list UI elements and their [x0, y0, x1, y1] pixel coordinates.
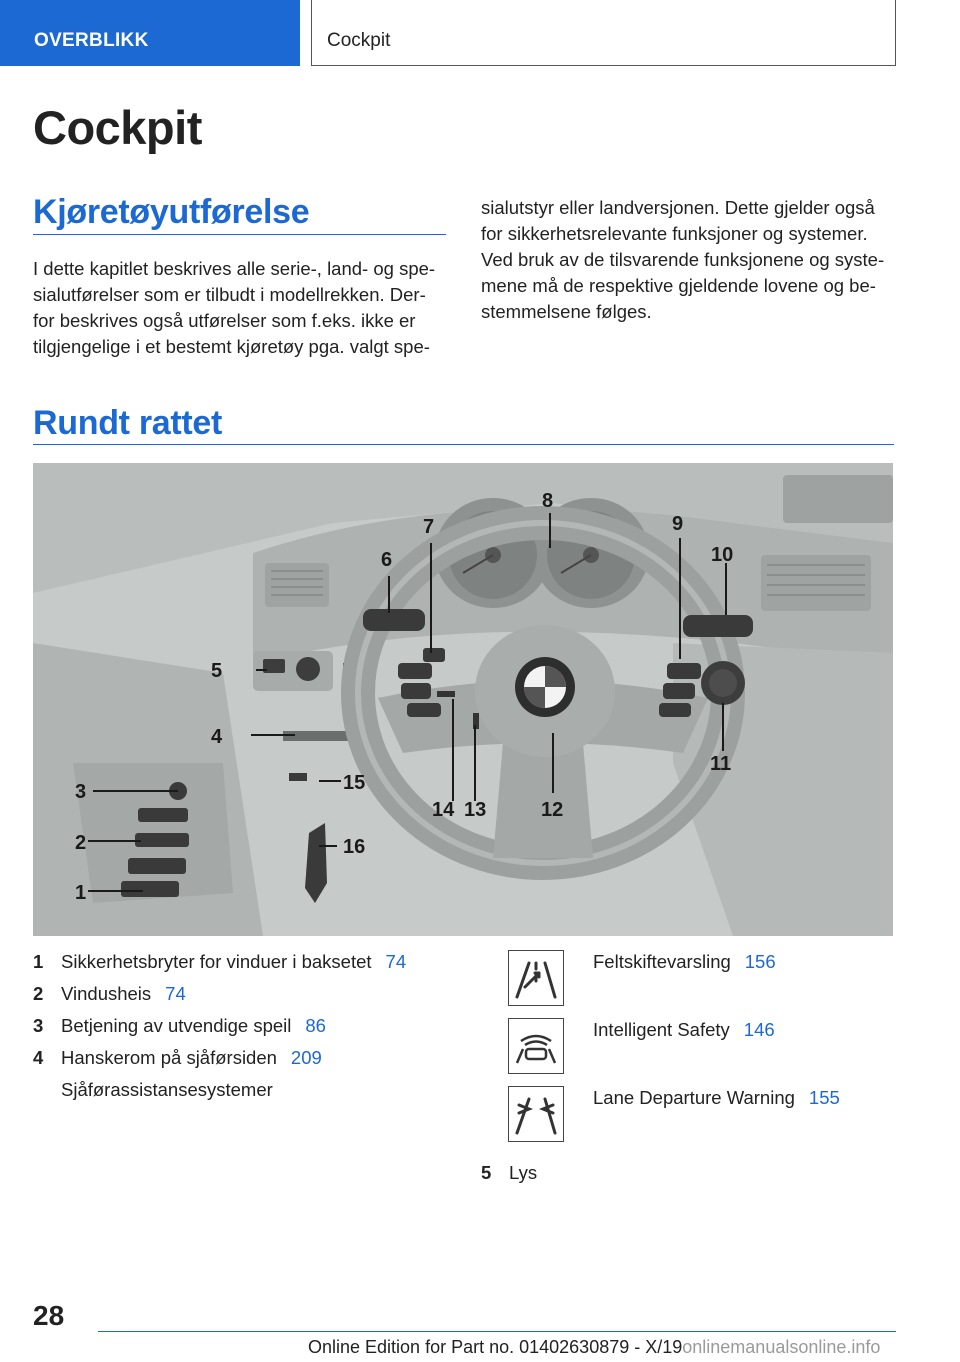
list-item [33, 983, 186, 1005]
list-item [33, 1079, 273, 1101]
list-item [593, 1019, 775, 1041]
page-ref-link[interactable]: 156 [744, 951, 776, 972]
item-text: Betjening av utvendige speil [61, 1015, 292, 1036]
list-item [33, 1047, 322, 1069]
text-line: stemmelsene følges. [481, 301, 652, 322]
page-ref-link[interactable]: 74 [385, 951, 407, 972]
page-ref-link[interactable]: 146 [743, 1019, 775, 1040]
text-line: for sikkerhetsrelevante funksjoner og systemer. [481, 223, 868, 244]
text-line: mene må de respektive gjeldende lovene og be- [481, 275, 876, 296]
text-line: Ved bruk av de tilsvarende funksjonene og syste- [481, 249, 885, 270]
item-text: Sikkerhetsbryter for vinduer i baksetet [61, 951, 372, 972]
callout-12: 12 [541, 799, 564, 821]
callout-13: 13 [464, 799, 487, 821]
callout-5: 5 [211, 660, 223, 682]
legend-right [593, 951, 893, 1181]
callout-1: 1 [75, 882, 87, 904]
page-ref-link[interactable]: 155 [808, 1087, 840, 1108]
callout-14: 14 [432, 799, 455, 821]
callout-6: 6 [381, 549, 393, 571]
item-number: 3 [33, 1015, 44, 1036]
legend-item-5 [481, 1162, 681, 1192]
page-ref-link[interactable]: 74 [165, 983, 186, 1004]
callout-2: 2 [75, 832, 87, 854]
list-item [593, 1087, 840, 1109]
lane-departure-warning-icon [508, 1086, 564, 1142]
callout-7: 7 [423, 516, 435, 538]
section-heading-around-wheel: Rundt rattet [33, 404, 223, 442]
item-text: Intelligent Safety [593, 1019, 730, 1040]
edition-text: Online Edition for Part no. 01402630879 - X/19 [308, 1337, 683, 1357]
page-title: Cockpit [33, 101, 202, 154]
item-text: Vindusheis [61, 983, 152, 1004]
page-number: 28 [33, 1300, 65, 1331]
list-item [33, 951, 406, 973]
lane-change-warning-icon [508, 950, 564, 1006]
text-line: I dette kapitlet beskrives alle serie-, land- og spe- [33, 258, 436, 279]
item-text: Sjåførassistansesystemer [61, 1079, 273, 1100]
callout-3: 3 [75, 781, 87, 803]
text-line: for beskrives også utførelser som f.eks. ikke er [33, 310, 416, 331]
callout-16: 16 [343, 836, 366, 858]
list-item [33, 1015, 326, 1037]
footer-edition [308, 1337, 880, 1358]
item-number: 4 [33, 1047, 44, 1068]
list-item [481, 1162, 537, 1184]
page-ref-link[interactable]: 209 [290, 1047, 322, 1068]
text-line: sialutstyr eller landversjonen. Dette gjelder også [481, 197, 875, 218]
legend-left [33, 951, 473, 1111]
item-text: Hanskerom på sjåførsiden [61, 1047, 277, 1068]
item-number: 2 [33, 983, 44, 1004]
callout-15: 15 [343, 772, 366, 794]
callout-4: 4 [211, 726, 223, 748]
page-ref-link[interactable]: 86 [305, 1015, 326, 1036]
item-text: Lane Departure Warning [593, 1087, 795, 1108]
callout-9: 9 [672, 513, 684, 535]
item-number: 5 [481, 1162, 492, 1183]
item-number: 1 [33, 951, 44, 972]
text-line: tilgjengelige i et bestemt kjøretøy pga. valgt spe- [33, 336, 430, 357]
page-header [0, 0, 960, 66]
chapter-tab[interactable]: Cockpit [311, 0, 896, 66]
section-rule [33, 234, 446, 235]
section-heading-vehicle-version: Kjøretøyutførelse [33, 193, 310, 231]
callout-11: 11 [710, 753, 732, 775]
intro-paragraph-col2 [481, 195, 901, 325]
cockpit-illustration [33, 463, 893, 936]
footer-rule [98, 1331, 896, 1332]
intelligent-safety-icon [508, 1018, 564, 1074]
section-rule [33, 444, 894, 445]
section-tab[interactable]: OVERBLIKK [0, 0, 300, 66]
footer-site[interactable]: onlinemanualsonline.info [682, 1337, 881, 1357]
intro-paragraph-col1 [33, 256, 453, 360]
text-line: sialutførelser som er tilbudt i modellrekken. Der- [33, 284, 426, 305]
cockpit-drawing [33, 463, 893, 936]
callout-8: 8 [542, 490, 554, 512]
list-item [593, 951, 776, 973]
item-text: Lys [509, 1162, 538, 1183]
item-text: Feltskiftevarsling [593, 951, 731, 972]
callout-10: 10 [711, 544, 734, 566]
